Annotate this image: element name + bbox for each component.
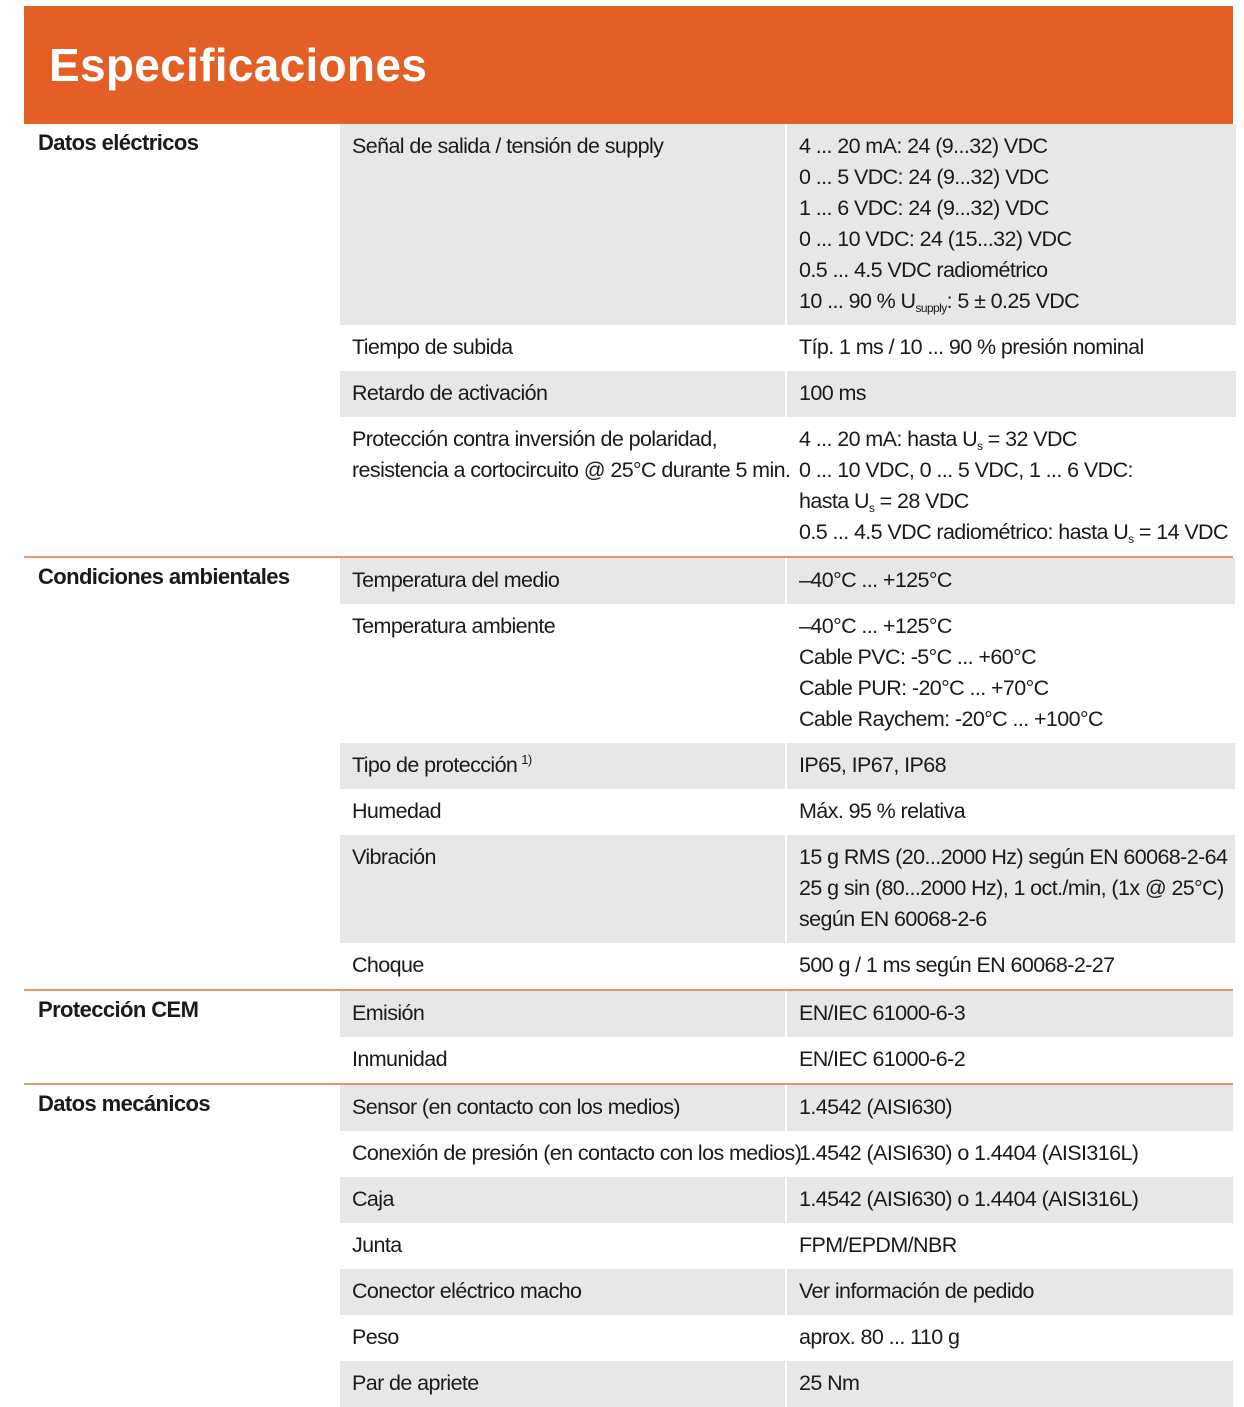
subscript: s xyxy=(977,439,983,453)
table-row xyxy=(340,325,1236,371)
value-cell xyxy=(787,991,1233,1037)
param-text: Peso xyxy=(352,1325,399,1349)
subscript: supply xyxy=(915,301,947,315)
value-text: –40°C ... +125°C xyxy=(799,568,952,592)
value-text: Máx. 95 % relativa xyxy=(799,799,966,823)
table-row xyxy=(340,124,1236,325)
value-text: FPM/EPDM/NBR xyxy=(799,1233,957,1257)
footnote-mark: 1) xyxy=(521,752,532,767)
spec-section xyxy=(24,991,1233,1085)
page-title: Especificaciones xyxy=(49,39,428,91)
param-text: Señal de salida / tensión de supply xyxy=(352,134,664,158)
table-row xyxy=(340,558,1235,604)
value-text: 4 ... 20 mA: hasta $U_s = 32$ VDC xyxy=(799,427,1077,453)
section-label: Datos mecánicos xyxy=(38,1091,210,1116)
value-text: aprox. 80 ... 110 g xyxy=(799,1325,960,1349)
value-text: 500 g / 1 ms según EN 60068-2-27 xyxy=(799,953,1115,977)
value-cell xyxy=(787,1315,1233,1361)
spec-section xyxy=(24,124,1233,558)
table-row xyxy=(340,789,1235,835)
table-row xyxy=(340,371,1236,417)
param-cell xyxy=(340,371,787,417)
section-label: Condiciones ambientales xyxy=(38,564,290,589)
table-row xyxy=(340,1223,1233,1269)
param-text: Temperatura ambiente xyxy=(352,614,556,638)
section-label: Datos eléctricos xyxy=(38,130,199,155)
value-text: 100 ms xyxy=(799,381,866,405)
value-text: 0 ... 10 VDC: 24 (15...32) VDC xyxy=(799,227,1072,251)
param-cell xyxy=(340,1037,787,1083)
table-row xyxy=(340,1315,1233,1361)
param-text: Temperatura del medio xyxy=(352,568,560,592)
table-row xyxy=(340,1037,1233,1083)
param-cell xyxy=(340,789,787,835)
param-text: Emisión xyxy=(352,1001,425,1025)
param-text: Sensor (en contacto con los medios) xyxy=(352,1095,680,1119)
value-text: 1.4542 (AISI630) xyxy=(799,1095,952,1119)
subscript: s xyxy=(1128,532,1134,546)
value-text: –40°C ... +125°C xyxy=(799,614,952,638)
value-text: Cable PUR: -20°C ... +70°C xyxy=(799,676,1049,700)
table-row xyxy=(340,1269,1233,1315)
value-text: 0.5 ... 4.5 VDC radiométrico: hasta $U_s = 14$ VDC xyxy=(799,520,1228,546)
value-cell xyxy=(787,743,1235,789)
value-text: hasta $U_s = 28$ VDC xyxy=(799,489,969,515)
param-cell xyxy=(340,1085,787,1131)
value-text: Cable Raychem: -20°C ... +100°C xyxy=(799,707,1103,731)
param-text: Tiempo de subida xyxy=(352,335,513,359)
value-cell xyxy=(787,1269,1233,1315)
param-text: Conector eléctrico macho xyxy=(352,1279,582,1303)
value-text: 0.5 ... 4.5 VDC radiométrico xyxy=(799,258,1048,282)
param-text: Par de apriete xyxy=(352,1371,479,1395)
param-text: Caja xyxy=(352,1187,394,1211)
value-cell xyxy=(787,1223,1233,1269)
spec-table xyxy=(24,124,1233,1407)
value-cell xyxy=(787,325,1236,371)
value-cell xyxy=(787,371,1236,417)
table-row xyxy=(340,991,1233,1037)
table-row xyxy=(340,1177,1233,1223)
value-text: 1.4542 (AISI630) o 1.4404 (AISI316L) xyxy=(799,1187,1139,1211)
param-text: resistencia a cortocircuito @ 25°C durante 5 min. xyxy=(352,458,791,482)
value-cell xyxy=(787,1361,1233,1407)
value-cell xyxy=(787,1131,1233,1177)
section-label: Protección CEM xyxy=(38,997,199,1022)
value-text: 1 ... 6 VDC: 24 (9...32) VDC xyxy=(799,196,1049,220)
value-text: 0 ... 10 VDC, 0 ... 5 VDC, 1 ... 6 VDC: xyxy=(799,458,1133,482)
value-cell xyxy=(787,835,1235,943)
param-cell xyxy=(340,1361,787,1407)
value-cell xyxy=(787,558,1235,604)
spec-sheet xyxy=(24,6,1233,1407)
value-text: 25 Nm xyxy=(799,1371,860,1395)
table-row xyxy=(340,604,1235,743)
value-text: IP65, IP67, IP68 xyxy=(799,753,946,777)
param-cell xyxy=(340,417,791,556)
table-row xyxy=(340,835,1235,943)
value-cell xyxy=(787,943,1235,989)
param-cell xyxy=(340,558,787,604)
table-row xyxy=(340,943,1235,989)
param-cell xyxy=(340,943,787,989)
table-row xyxy=(340,1361,1233,1407)
param-text: Protección contra inversión de polaridad, xyxy=(352,427,718,451)
param-cell xyxy=(340,1131,802,1177)
param-text: Inmunidad xyxy=(352,1047,448,1071)
param-text: Retardo de activación xyxy=(352,381,548,405)
value-text: Ver información de pedido xyxy=(799,1279,1034,1303)
param-cell xyxy=(340,835,787,943)
value-text: EN/IEC 61000-6-2 xyxy=(799,1047,966,1071)
param-cell xyxy=(340,124,787,325)
value-cell xyxy=(787,1037,1233,1083)
value-text: Típ. 1 ms / 10 ... 90 % presión nominal xyxy=(799,335,1144,359)
value-cell xyxy=(787,604,1235,743)
value-text: Cable PVC: -5°C ... +60°C xyxy=(799,645,1037,669)
param-text: Vibración xyxy=(352,845,436,869)
spec-section xyxy=(24,1085,1233,1407)
value-text: 1.4542 (AISI630) o 1.4404 (AISI316L) xyxy=(799,1141,1139,1165)
value-text: 0 ... 5 VDC: 24 (9...32) VDC xyxy=(799,165,1049,189)
table-row xyxy=(340,1085,1233,1131)
param-cell xyxy=(340,1223,787,1269)
spec-section xyxy=(24,558,1233,991)
param-text: Choque xyxy=(352,953,424,977)
value-text: 25 g sin (80...2000 Hz), 1 oct./min, (1x @ 25°C) xyxy=(799,876,1224,900)
table-row xyxy=(340,417,1236,556)
value-text: 4 ... 20 mA: 24 (9...32) VDC xyxy=(799,134,1048,158)
header-banner xyxy=(24,6,1233,124)
value-text: 10 ... 90 % $U_{supply}$: 5 ± 0.25 VDC xyxy=(799,289,1080,315)
value-cell xyxy=(787,1177,1233,1223)
value-cell xyxy=(787,124,1236,325)
value-text: EN/IEC 61000-6-3 xyxy=(799,1001,966,1025)
subscript: s xyxy=(868,501,875,515)
param-text: Tipo de protección $^{1)}$ xyxy=(352,752,532,777)
param-cell xyxy=(340,991,787,1037)
value-text: según EN 60068-2-6 xyxy=(799,907,987,931)
table-row xyxy=(340,743,1235,789)
value-text: 15 g RMS (20...2000 Hz) según EN 60068-2-64 xyxy=(799,845,1228,869)
value-cell xyxy=(787,789,1235,835)
param-text: Humedad xyxy=(352,799,442,823)
param-cell xyxy=(340,1315,787,1361)
param-cell xyxy=(340,604,787,743)
value-cell xyxy=(787,417,1236,556)
param-cell xyxy=(340,1269,787,1315)
value-cell xyxy=(787,1085,1233,1131)
param-cell xyxy=(340,325,787,371)
param-cell xyxy=(340,1177,787,1223)
param-text: Conexión de presión (en contacto con los medios) xyxy=(352,1141,802,1165)
param-text: Junta xyxy=(352,1233,402,1257)
table-row xyxy=(340,1131,1233,1177)
param-cell xyxy=(340,743,787,789)
